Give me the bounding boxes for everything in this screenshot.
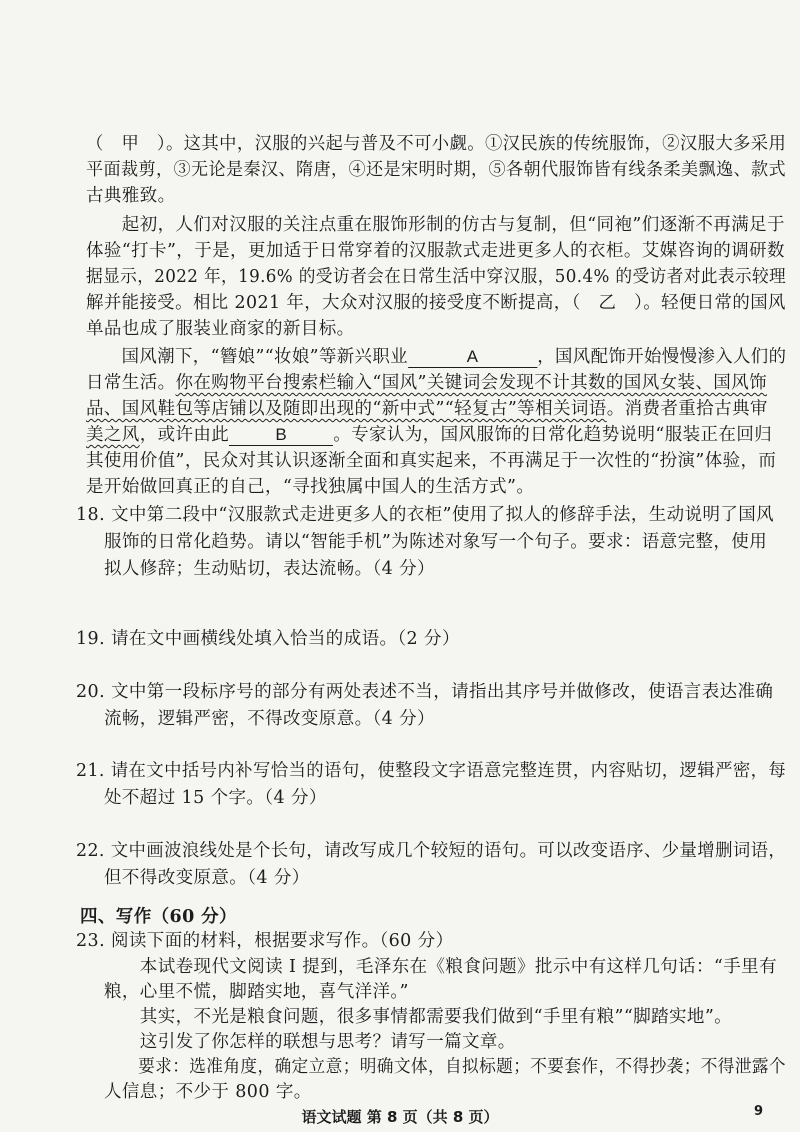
para1-line2: 平面裁剪，③无论是秦汉、隋唐，④还是宋明时期，⑤各朝代服饰皆有线条柔美飘逸、款式 (86, 160, 787, 180)
para2-line2 (86, 239, 785, 263)
question-20-line2: 流畅，逻辑严密，不得改变原意。（4 分） (104, 709, 435, 729)
para2-personification-phrase: 更加适于日常穿着的汉服款式走进更多人的衣柜 (247, 241, 624, 261)
wavy-line-part2: 品、国风鞋包等店铺以及随即出现的“新中式”“轻复古”等相关词语 (86, 399, 607, 419)
question-19: 19. 请在文中画横线处填入恰当的成语。（2 分） (76, 629, 460, 649)
para2-line2-tail: 。艾媒咨询的调研数 (623, 241, 785, 261)
question-18-line3: 拟人修辞；生动贴切，表达流畅。（4 分） (104, 559, 435, 579)
para1-line1: （ 甲 ）。这其中，汉服的兴起与普及不可小觑。①汉民族的传统服饰，②汉服大多采用 (86, 134, 787, 154)
question-21-line1: 21. 请在文中括号内补写恰当的语句，使整段文字语意完整连贯，内容贴切，逻辑严密，每 (76, 761, 787, 781)
page-mark: 9 (754, 1104, 764, 1119)
question-23: 23. 阅读下面的材料，根据要求写作。（60 分） (76, 931, 454, 951)
question-22-line2: 但不得改变原意。（4 分） (104, 868, 310, 888)
question-18-line2: 服饰的日常化趋势。请以“智能手机”为陈述对象写一个句子。要求：语意完整，使用 (104, 532, 768, 552)
para3-line1-tail: ，国风配饰开始慢慢渗入人们的 (537, 347, 787, 367)
blank-b: B (229, 425, 333, 446)
wavy-line-part3: 美之风 (86, 425, 140, 445)
blank-a: A (408, 347, 537, 368)
para3-line4 (86, 423, 772, 447)
para3-line2 (86, 371, 767, 395)
requirements-line2: 人信息；不少于 800 字。 (104, 1082, 312, 1102)
para3-line6: 是开始做回真正的自己，“寻找独属中国人的生活方式”。 (86, 477, 535, 497)
material-line2: 粮，心里不慌，脚踏实地，喜气洋洋。” (104, 982, 409, 1002)
question-22-line1: 22. 文中画波浪线处是个长句，请改写成几个较短的语句。可以改变语序、少量增删词语， (76, 841, 787, 861)
section-4-heading: 四、写作（60 分） (80, 907, 237, 927)
para3-line5: 其使用价值”，民众对其认识逐渐全面和真实起来，不再满足于一次性的“扮演”体验，而 (86, 451, 777, 471)
para3-line2-head: 日常生活。 (86, 373, 176, 393)
requirements-line1: 要求：选准角度，确定立意；明确文体，自拟标题；不要套作，不得抄袭；不得泄露个 (104, 1057, 786, 1077)
material-line1: 本试卷现代文阅读 Ⅰ 提到，毛泽东在《粮食问题》批示中有这样几句话：“手里有 (104, 957, 777, 977)
para2-line4: 解并能接受。相比 2021 年，大众对汉服的接受度不断提高，（ 乙 ）。轻便日常的国风 (86, 293, 786, 313)
material-line3: 其实，不光是粮食问题，很多事情都需要我们做到“手里有粮”“脚踏实地”。 (104, 1007, 733, 1027)
para3-line3 (86, 397, 768, 421)
question-18-line1: 18. 文中第二段中“汉服款式走进更多人的衣柜”使用了拟人的修辞手法，生动说明了国风 (76, 505, 775, 525)
para3-line3-tail: 。消费者重拾古典审 (606, 399, 768, 419)
question-21-line2: 处不超过 15 个字。（4 分） (104, 788, 327, 808)
material-line4: 这引发了你怎样的联想与思考？请写一篇文章。 (104, 1032, 516, 1052)
para2-line3: 据显示，2022 年，19.6% 的受访者会在日常生活中穿汉服，50.4% 的受访者对此表示较理 (86, 267, 787, 287)
para2-line5: 单品也成了服装业商家的新目标。 (86, 319, 355, 339)
page-footer: 语文试题 第 8 页（共 8 页） (301, 1108, 499, 1126)
wavy-line-part1: 你在购物平台搜索栏输入“国风”关键词会发现不计其数的国风女装、国风饰 (175, 373, 767, 393)
para3-line1-head: 国风潮下，“簪娘”“妆娘”等新兴职业 (86, 347, 408, 367)
para1-line3: 古典雅致。 (86, 186, 176, 206)
para2-line1: 起初，人们对汉服的关注点重在服饰形制的仿古与复制，但“同袍”们逐渐不再满足于 (86, 215, 785, 235)
para3-line1 (86, 345, 786, 369)
para3-line4-tail: 。专家认为，国风服饰的日常化趋势说明“服装正在回归 (333, 425, 773, 445)
question-20-line1: 20. 文中第一段标序号的部分有两处表述不当，请指出其序号并做修改，使语言表达准确 (76, 682, 774, 702)
para2-line2-head: 体验“打卡”，于是， (86, 241, 248, 261)
para3-line4-mid: ，或许由此 (139, 425, 230, 445)
